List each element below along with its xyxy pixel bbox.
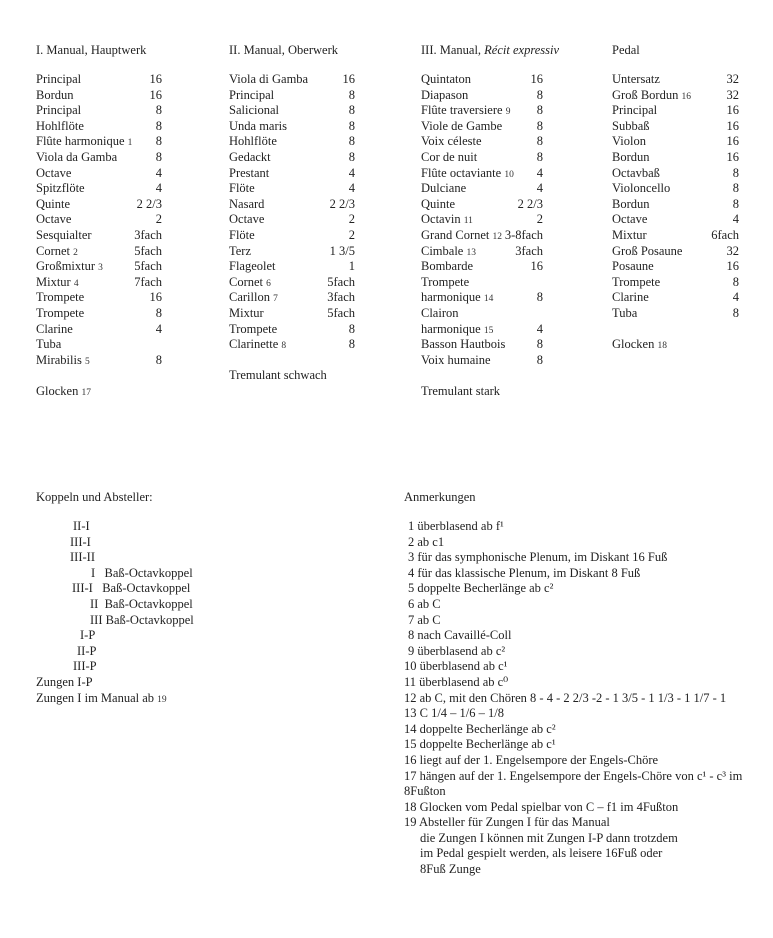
stop-name: Flageolet [229,259,276,274]
coupler-item: III Baß-Octavkoppel [90,612,194,627]
stop-size: 5fach [327,305,355,320]
footnote-ref: 9 [505,107,511,118]
stop-row [612,244,739,260]
manual-1-stop-list [36,72,162,368]
stop-name: Principal [612,103,658,118]
stop-row [229,181,355,197]
coupler-item: I-P [80,628,96,643]
stop-size: 2 [155,212,162,227]
manual-2-tremulant: Tremulant schwach [229,368,327,383]
stop-row [229,290,355,306]
manual-1-column [36,42,162,401]
stop-size: 2 [348,227,355,242]
footnote-ref: 5 [84,356,90,367]
stop-size: 2 [536,212,543,227]
stop-name: Mixtur [229,305,264,320]
footnote-ref: 16 [681,91,691,102]
coupler-item: III-II [70,550,95,565]
note-item: 1 überblasend ab f¹ [408,519,504,533]
note-item: 4 für das klassische Plenum, im Diskant 8 Fuß [408,565,641,580]
stop-size: 16 [726,118,739,133]
footnote-ref: 12 [492,231,503,242]
manual-1-title: I. Manual, Hauptwerk [36,43,147,57]
stop-size: 4 [348,181,355,196]
stop-size: 4 [536,165,543,180]
stop-size: 16 [726,103,739,118]
stop-row [421,228,543,244]
footnote-ref: 1 [127,138,133,149]
stop-size: 32 [726,243,739,258]
stop-row [612,228,739,244]
stop-name: Mirabilis 5 [36,352,90,367]
coupler-item: I Baß-Octavkoppel [91,565,193,580]
stop-row [421,197,543,213]
note-item: 14 doppelte Becherlänge ab c² [404,721,556,736]
stop-name: Octave [229,212,265,227]
stop-row [36,212,162,228]
stop-row [36,322,162,338]
stop-row [229,72,355,88]
stop-size: 5fach [134,243,162,258]
stop-size: 8 [155,103,162,118]
stop-name: harmonique 14 [421,290,494,305]
stop-size: 4 [536,181,543,196]
stop-size: 8 [732,181,739,196]
stop-name: Octavin 11 [421,212,473,227]
stop-size: 5fach [134,259,162,274]
stop-size: 3-8fach [504,227,543,242]
stop-size: 8 [536,87,543,102]
stop-name: Principal [36,103,82,118]
stop-size: 4 [155,321,162,336]
stop-name: Mixtur 4 [36,274,79,289]
stop-row [36,88,162,104]
footnote-ref: 7 [273,294,278,305]
stop-row [421,119,543,135]
stop-row [229,337,355,353]
stop-name: Violon [612,134,646,149]
coupler-item: II-I [73,519,90,533]
stop-size: 8 [155,118,162,133]
stop-size: 4 [155,165,162,180]
note-continuation: im Pedal gespielt werden, als leisere 16Fuß oder [420,846,663,861]
note-item: 19 Absteller für Zungen I für das Manual [404,815,610,830]
coupler-item: Zungen I-P [36,674,93,689]
manual-3-tremulant: Tremulant stark [421,383,501,398]
stop-row [612,290,739,306]
stop-name: Flûte traversiere 9 [421,103,511,118]
coupler-item: Zungen I im Manual ab 19 [36,690,167,705]
stop-size: 8 [536,352,543,367]
stop-name: Clarinette 8 [229,337,287,352]
stop-name: Principal [229,87,275,102]
stop-name: Viola di Gamba [229,72,309,86]
stop-name: Groß Posaune [612,243,683,258]
note-continuation: 8Fuß Zunge [420,862,481,877]
note-item: 6 ab C [408,596,441,611]
stop-size: 3fach [327,290,355,305]
stop-size: 16 [149,72,162,86]
stop-row [229,119,355,135]
stop-size: 16 [726,134,739,149]
stop-size: 2 2/3 [329,196,355,211]
stop-name: Quinte [36,196,71,211]
stop-row [421,353,543,369]
stop-row [229,197,355,213]
notes-section [404,489,744,878]
footnote-ref: 3 [98,263,103,274]
note-item: 12 ab C, mit den Chören 8 - 4 - 2 2/3 -2 - 1 3/5 - 1 1/3 - 1 1/7 - 1 [404,690,727,705]
manual-3-column [421,42,560,399]
manual-1-glocken: Glocken 17 [36,383,91,398]
stop-name: Cornet 2 [36,243,78,258]
stop-row [421,72,543,88]
manual-2-stop-list [229,72,355,353]
stop-name: Hohlflöte [36,118,84,133]
stop-row [229,212,355,228]
footnote-ref: 15 [483,325,494,336]
stop-size: 8 [536,118,543,133]
stop-name: Flûte harmonique 1 [36,134,133,149]
stop-size: 32 [726,72,739,86]
stop-size: 8 [155,352,162,367]
stop-name: Subbaß [612,118,650,133]
stop-size: 3fach [134,227,162,242]
note-item: 9 überblasend ab c² [408,643,506,658]
stop-row [229,259,355,275]
stop-row [612,275,739,291]
coupler-item: III-I [70,534,91,549]
stop-name: Nasard [229,196,265,211]
stop-row [612,166,739,182]
stop-row [36,275,162,291]
stop-name: Trompete [421,274,470,289]
stop-name: Untersatz [612,72,660,86]
stop-size: 16 [726,149,739,164]
stop-row [36,150,162,166]
stop-row [36,306,162,322]
manual-3-stop-list [421,72,543,368]
stop-row [421,337,543,353]
stop-row [612,197,739,213]
stop-size: 1 3/5 [329,243,355,258]
stop-size: 8 [348,118,355,133]
notes-list [404,519,744,878]
coupler-item: II-P [77,643,97,658]
stop-row [612,212,739,228]
note-continuation: die Zungen I können mit Zungen I-P dann trotzdem [420,830,678,845]
stop-row [612,88,739,104]
stop-name: Bordun [36,87,74,102]
stop-name: Spitzflöte [36,181,85,196]
pedal-column [612,42,739,355]
stop-row [36,337,162,353]
stop-row [229,306,355,322]
stop-row [421,212,543,228]
stop-size: 32 [726,87,739,102]
stop-name: Bordun [612,149,650,164]
stop-size: 8 [348,87,355,102]
stop-row [421,290,543,306]
stop-name: Mixtur [612,227,647,242]
stop-name: Trompete [612,274,661,289]
stop-row [421,103,543,119]
stop-name: Octave [36,212,72,227]
note-item: 2 ab c1 [408,534,445,549]
stop-size: 16 [530,72,543,86]
stop-row [612,103,739,119]
stop-name: Principal [36,72,82,86]
stop-name: Voix céleste [421,134,482,149]
stop-size: 8 [155,305,162,320]
stop-size: 3fach [515,243,543,258]
stop-name: Bombarde [421,259,474,274]
stop-row [36,181,162,197]
stop-name: Clarine [36,321,73,336]
stop-name: Clarine [612,290,649,305]
stop-name: Viole de Gambe [421,118,503,133]
pedal-stop-list [612,72,739,322]
stop-row [421,181,543,197]
footnote-ref: 13 [466,247,476,258]
pedal-title: Pedal [612,43,640,57]
stop-size: 2 [348,212,355,227]
stop-row [612,259,739,275]
note-item: 11 überblasend ab c⁰ [404,674,509,689]
stop-size: 8 [536,337,543,352]
note-item: 15 doppelte Becherlänge ab c¹ [404,737,556,752]
stop-name: Cornet 6 [229,274,271,289]
stop-row [421,259,543,275]
stop-size: 8 [732,165,739,180]
stop-name: Prestant [229,165,270,180]
stop-size: 16 [726,259,739,274]
stop-name: Grand Cornet 12 [421,227,503,242]
stop-row [36,134,162,150]
stop-row [229,275,355,291]
note-item: 17 hängen auf der 1. Engelsempore der Engels-Chöre von c¹ - c³ im 8Fußton [404,768,743,799]
stop-name: Cimbale 13 [421,243,476,258]
pedal-glocken: Glocken 18 [612,337,667,352]
stop-name: Diapason [421,87,469,102]
couplers-list [36,519,194,706]
stop-size: 8 [155,149,162,164]
stop-name: Trompete [229,321,278,336]
stop-name: Dulciane [421,181,467,196]
stop-row [229,103,355,119]
stop-size: 8 [536,103,543,118]
stop-name: Quintaton [421,72,471,86]
footnote-ref: 6 [266,278,271,289]
stop-name: Octave [612,212,648,227]
stop-row [612,72,739,88]
stop-name: Flûte octaviante 10 [421,165,514,180]
stop-row [421,166,543,182]
stop-row [421,275,543,291]
stop-row [36,166,162,182]
footnote-ref: 10 [504,169,514,180]
stop-size: 8 [155,134,162,149]
stop-row [229,88,355,104]
stop-row [36,103,162,119]
footnote-ref: 4 [73,278,79,289]
note-item: 10 überblasend ab c¹ [404,659,508,674]
stop-name: Gedackt [229,149,271,164]
stop-row [36,72,162,88]
coupler-item: III-P [73,659,97,674]
stop-name: harmonique 15 [421,321,494,336]
footnote-ref: 8 [281,341,287,352]
stop-size: 8 [732,274,739,289]
stop-size: 2 2/3 [517,196,543,211]
stop-name: Quinte [421,196,456,211]
stop-row [421,244,543,260]
stop-size: 16 [342,72,355,86]
stop-size: 1 [348,259,355,274]
manual-2-title: II. Manual, Oberwerk [229,43,338,57]
stop-row [36,228,162,244]
stop-size: 8 [348,103,355,118]
stop-row [36,259,162,275]
stop-name: Salicional [229,103,279,118]
note-item: 16 liegt auf der 1. Engelsempore der Engels-Chöre [404,752,659,767]
stop-size: 2 2/3 [136,196,162,211]
stop-name: Hohlflöte [229,134,277,149]
note-item: 5 doppelte Becherlänge ab c² [408,581,554,596]
stop-name: Carillon 7 [229,290,278,305]
stop-row [421,88,543,104]
stop-size: 4 [732,290,739,305]
stop-size: 16 [149,290,162,305]
stop-name: Basson Hautbois [421,337,506,352]
footnote-ref: 11 [463,216,473,227]
note-item: 3 für das symphonische Plenum, im Diskant 16 Fuß [408,550,668,565]
stop-row [229,322,355,338]
stop-row [229,150,355,166]
stop-name: Terz [229,243,252,258]
stop-row [421,306,543,322]
stop-size: 4 [732,212,739,227]
stop-name: Octave [36,165,72,180]
stop-row [36,290,162,306]
couplers-title: Koppeln und Absteller: [36,490,153,504]
stop-size: 8 [536,290,543,305]
stop-size: 16 [530,259,543,274]
stop-size: 16 [149,87,162,102]
stop-size: 8 [348,149,355,164]
stop-size: 8 [348,321,355,336]
stop-size: 8 [348,337,355,352]
note-item: 13 C 1/4 – 1/6 – 1/8 [404,706,505,721]
stop-size: 8 [536,134,543,149]
stop-name: Violoncello [612,181,671,196]
stop-size: 4 [155,181,162,196]
stop-name: Flöte [229,227,255,242]
stop-name: Octavbaß [612,165,660,180]
stop-size: 8 [732,196,739,211]
stop-name: Sesquialter [36,227,92,242]
stop-size: 5fach [327,274,355,289]
stop-name: Viola da Gamba [36,149,118,164]
stop-row [229,134,355,150]
stop-row [229,228,355,244]
manual-2-column [229,42,355,384]
stop-row [421,150,543,166]
stop-row [612,306,739,322]
stop-size: 8 [348,134,355,149]
stop-size: 4 [348,165,355,180]
stop-size: 6fach [711,227,739,242]
stop-row [612,119,739,135]
stop-name: Voix humaine [421,352,491,367]
stop-size: 8 [536,149,543,164]
stop-name: Posaune [612,259,654,274]
manual-3-title: III. Manual, Récit expressiv [421,43,560,57]
stop-row [612,134,739,150]
stop-name: Bordun [612,196,650,211]
stop-name: Cor de nuit [421,149,478,164]
stop-row [421,134,543,150]
stop-row [36,353,162,369]
stop-row [612,181,739,197]
stop-size: 4 [536,321,543,336]
stop-name: Tuba [612,305,638,320]
stop-name: Trompete [36,290,85,305]
stop-name: Trompete [36,305,85,320]
stop-name: Groß Bordun 16 [612,87,691,102]
stop-size: 8 [732,305,739,320]
stop-name: Großmixtur 3 [36,259,103,274]
stop-name: Flöte [229,181,255,196]
footnote-ref: 2 [73,247,78,258]
stop-row [612,150,739,166]
stop-row [229,244,355,260]
stop-name: Tuba [36,337,62,352]
stop-row [36,119,162,135]
footnote-ref: 14 [483,294,494,305]
note-item: 7 ab C [408,612,441,627]
coupler-item: II Baß-Octavkoppel [90,596,193,611]
note-item: 18 Glocken vom Pedal spielbar von C – f1 im 4Fußton [404,799,679,814]
coupler-item: III-I Baß-Octavkoppel [72,581,191,596]
couplers-section [36,489,194,706]
stop-row [36,244,162,260]
notes-title: Anmerkungen [404,490,476,504]
stop-name: Clairon [421,305,459,320]
note-item: 8 nach Cavaillé-Coll [408,628,512,643]
stop-name: Unda maris [229,118,287,133]
stop-row [421,322,543,338]
stop-row [229,166,355,182]
stop-row [36,197,162,213]
stop-size: 7fach [134,274,162,289]
